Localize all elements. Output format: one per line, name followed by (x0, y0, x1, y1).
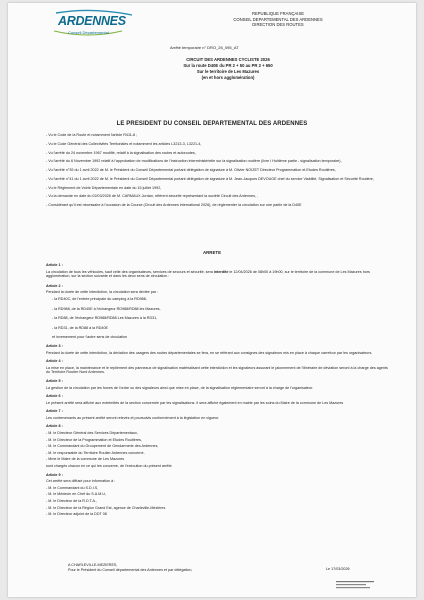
article-6-text: Le présent arrêté sera affiché aux extrémités de la section concernée par les signalisations. Il sera affiché également en mairie par les soins du Maire de la commune de Les Mazures (46, 400, 344, 405)
article-3-text: Pendant la durée de cette interdiction, la déviation des usagers des routes départementales se fera, en se référant aux consignes des signaleurs mis en place à chaque carrefour par les organisateurs. (46, 350, 373, 355)
article-6-title: Article 6 : (46, 394, 63, 399)
arrete-reference: Arrêté temporaire n° DRO_26_095_AT (170, 45, 239, 50)
circuit-route: Sur la route D40E du PR 2 + 50 au PR 2 + 650 (183, 63, 273, 68)
signature-place: A CHARLEVILLE-MEZIERES, (68, 563, 118, 567)
consideration-item: - Considérant qu'il est nécessaire à l'occasion de la Course (Circuit des Ardennes international 2026), de réglementer la circulation sur une partie de la D40E (46, 203, 302, 208)
electronic-signature-stamp (336, 581, 376, 592)
consideration-item: - Vu l'arrêté n°41 du 1 avril 2022 de M. le Président du Conseil Départemental portant délégation de signature à M. Jean-Jacques DEVOUGE chef du service Viabilité, Signalisation et Sécurité Routière, (46, 176, 374, 181)
signature-date: Le 17/03/2026 (326, 567, 350, 571)
article-7-title: Article 7 : (46, 409, 63, 414)
recipient-item: - M. le Médecin en Chef du S.A.M.U, (46, 492, 107, 497)
arrete-heading: ARRETE (202, 250, 222, 255)
article-7-text: Les contrevenants au présent arrêté seront relevés et poursuivis conformément à la législation en vigueur. (46, 415, 220, 420)
circuit-territory: Sur le territoire de Les Mazures (196, 69, 260, 74)
article-8-title: Article 8 : (46, 424, 63, 429)
detour-item: - la RD31, de la RD88 à la RD40E (52, 325, 108, 330)
executor-item: - M. le Commandant du Groupement de Gendarmerie des Ardennes, (46, 444, 159, 449)
detour-item: - la RD40C, de l'entrée principale du camping à la RD988, (52, 296, 147, 301)
article-1-title: Article 1 : (46, 263, 63, 267)
executor-item: - M. le responsable du Territoire Routier Ardennes concerné, (46, 450, 145, 455)
header-republique: REPUBLIQUE FRANÇAISE (251, 11, 305, 16)
circuit-agglomeration: (en et hors agglomération) (201, 75, 255, 80)
executor-item: - M. le Directeur Général des Services Départementaux, (46, 431, 138, 436)
considerations-list (46, 133, 392, 212)
article-5-text: La gestion de la circulation par les forces de l'ordre ou des signaleurs ainsi que mise en place, de la signalisation réglementaire seront à la charge de l'organisateur. (46, 385, 314, 390)
consideration-item: - Vu le Code Général des Collectivités Territoriales et notamment les articles L3213-3, L3221-4, (46, 141, 202, 146)
circuit-title: CIRCUIT DES ARDENNES CYCLISTE 2026 (186, 57, 270, 62)
header-conseil: CONSEIL DEPARTEMENTAL DES ARDENNES (233, 16, 323, 22)
recipient-item: - M. le Commandant du S.D.I.S, (46, 485, 99, 490)
signature-delegation: Pour le Président du Conseil départemental des Ardennes et par délégation, (68, 567, 193, 572)
article-2-intro: Pendant la durée de cette interdiction, la circulation sera déviée par : (46, 290, 159, 295)
article-9-intro: Cet arrêté sera diffusé pour information à : (46, 479, 116, 484)
interdite-emphasis: interdite (213, 269, 229, 274)
consideration-item: - Vu le Code de la Route et notamment l'article R411-8 ; (46, 133, 138, 137)
document-header (178, 11, 378, 28)
consideration-item: - Vu l'arrêté n°39 du 1 avril 2022 de M. le Président du Conseil Départemental portant délégation de signature à M. Olivier NOIZET Directeur Programmation et Etudes Routières, (46, 168, 336, 173)
president-title: LE PRESIDENT DU CONSEIL DEPARTEMENTAL DES ARDENNES (116, 121, 308, 127)
recipient-item: - M. le Directeur adjoint de la DDT 08 (46, 512, 107, 517)
consideration-item: - Vu la demande en date du 02/03/2026 de M. CARMAUX Jordan, référent sécurité représentant la société Circuit des Ardennes, , (46, 194, 259, 199)
article-4-text: La mise en place, la maintenance et le repliement des panneaux de signalisation matérialisant cette interdiction et les signaleurs assurant le jalonnement de l'itinéraire de déviation seront à la charge des agents du Territoire Routier Nord Ardennes. (46, 365, 388, 375)
articles-section (46, 259, 392, 519)
ardennes-logo (52, 9, 148, 49)
article-1-text: La circulation de tous les véhicules, sauf celle des organisateurs, services de secours et sécurité, sera interdite le 12/04/2026 de 08h00 à 19h00, sur le territoire de la commune de Les Mazures hors agglomération, sur la section suivante et dans les deux sens de circulation : (46, 269, 370, 279)
article-4-title: Article 4 : (46, 359, 63, 364)
consideration-item: - Vu le Règlement de Voirie Départementale en date du 15 juillet 1992, (46, 185, 162, 190)
document-page (8, 3, 416, 597)
article-2-outro: et inversement pour l'autre sens de circulation (52, 335, 128, 340)
logo-wordmark: ARDENNES (58, 14, 126, 28)
article-9-title: Article 9 : (46, 472, 63, 477)
detour-item: - la RD988, de la RD40E à l'échangeur RD988/RD88 les Mazures, (52, 306, 161, 311)
article-5-title: Article 5 : (46, 378, 63, 383)
article-3-title: Article 3 : (46, 343, 63, 348)
circuit-block (158, 57, 298, 81)
article-8-outro: sont chargés chacun en ce qui les concerne, de l'exécution du présent arrêté. (46, 464, 173, 469)
consideration-item: - Vu l'arrêté du 24 novembre 1967 modifié, relatif à la signalisation des routes et autoroutes, (46, 150, 196, 155)
recipient-item: - M. le Directeur de la R.D.T.A., (46, 499, 98, 503)
signature-stamp-icon (336, 581, 376, 591)
article-2-title: Article 2 : (46, 283, 63, 288)
signature-block (68, 563, 318, 573)
consideration-item: - Vu l'arrêté du 6 Novembre 1992 relatif à l'approbation de modifications de l'instruction interministérielle sur la signalisation routière (livre I Huitième partie - signalisation temporaire), (46, 159, 342, 164)
executor-item: - Mme le Maire de la commune de Les Mazures (46, 457, 125, 462)
recipient-item: - M. le Directeur de la Région Grand Est, agence de Charleville-Mézières (46, 505, 166, 510)
header-direction: DIRECTION DES ROUTES (252, 22, 304, 28)
detour-item: - la RD88, de l'échangeur RD988/RD88 Les Mazures à la RD31, (52, 316, 158, 321)
executor-item: - M. le Directeur de la Programmation et Etudes Routières, (46, 437, 142, 442)
logo-tagline: Conseil Départemental (68, 30, 109, 35)
